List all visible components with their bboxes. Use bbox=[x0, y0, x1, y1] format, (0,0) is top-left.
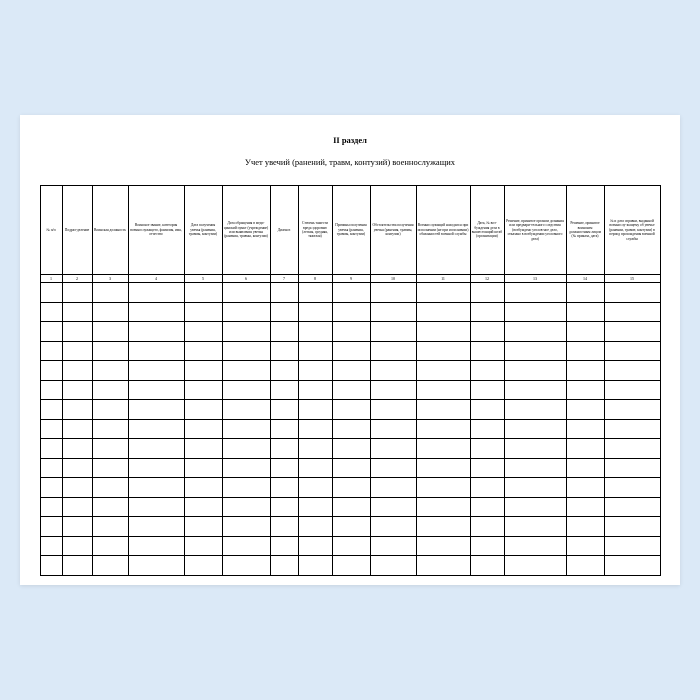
table-cell[interactable] bbox=[604, 517, 660, 537]
table-cell[interactable] bbox=[270, 497, 298, 517]
table-cell[interactable] bbox=[92, 556, 128, 576]
table-cell[interactable] bbox=[270, 361, 298, 381]
table-cell[interactable] bbox=[504, 517, 566, 537]
column-header-12 bbox=[470, 186, 504, 275]
table-cell[interactable] bbox=[504, 556, 566, 576]
column-number: 12 bbox=[470, 275, 504, 283]
table-cell[interactable] bbox=[62, 497, 92, 517]
table-cell[interactable] bbox=[184, 419, 222, 439]
table-cell[interactable] bbox=[298, 419, 332, 439]
table-cell[interactable] bbox=[370, 400, 416, 420]
table-cell[interactable] bbox=[416, 556, 470, 576]
table-cell[interactable] bbox=[270, 478, 298, 498]
table-cell[interactable] bbox=[470, 380, 504, 400]
column-number: 11 bbox=[416, 275, 470, 283]
table-cell[interactable] bbox=[40, 478, 62, 498]
document-page bbox=[20, 115, 680, 585]
table-cell[interactable] bbox=[40, 341, 62, 361]
table-cell[interactable] bbox=[298, 497, 332, 517]
column-header-1 bbox=[40, 186, 62, 275]
table-cell[interactable] bbox=[128, 400, 184, 420]
table-cell[interactable] bbox=[184, 341, 222, 361]
table-cell[interactable] bbox=[222, 361, 270, 381]
table-cell[interactable] bbox=[370, 322, 416, 342]
table-cell[interactable] bbox=[332, 341, 370, 361]
column-number: 6 bbox=[222, 275, 270, 283]
table-cell[interactable] bbox=[504, 497, 566, 517]
column-header-5 bbox=[184, 186, 222, 275]
table-cell[interactable] bbox=[92, 439, 128, 459]
table-cell[interactable] bbox=[566, 400, 604, 420]
table-row[interactable] bbox=[40, 341, 660, 361]
table-cell[interactable] bbox=[604, 302, 660, 322]
table-cell[interactable] bbox=[184, 361, 222, 381]
table-cell[interactable] bbox=[470, 458, 504, 478]
table-cell[interactable] bbox=[332, 302, 370, 322]
table-cell[interactable] bbox=[184, 536, 222, 556]
table-cell[interactable] bbox=[184, 497, 222, 517]
column-header-label: Воинская должность bbox=[94, 227, 126, 232]
column-header-label: № п/п bbox=[46, 227, 56, 232]
table-cell[interactable] bbox=[128, 361, 184, 381]
column-header-label: Обстоятельства получения увечья (ранения, травмы, контузии) bbox=[372, 223, 414, 237]
column-header-14 bbox=[566, 186, 604, 275]
table-cell[interactable] bbox=[470, 536, 504, 556]
table-cell[interactable] bbox=[40, 419, 62, 439]
table-cell[interactable] bbox=[62, 283, 92, 303]
table-cell[interactable] bbox=[298, 517, 332, 537]
table-cell[interactable] bbox=[222, 536, 270, 556]
table-cell[interactable] bbox=[184, 478, 222, 498]
table-cell[interactable] bbox=[270, 322, 298, 342]
table-cell[interactable] bbox=[504, 439, 566, 459]
table-cell[interactable] bbox=[504, 302, 566, 322]
table-cell[interactable] bbox=[604, 283, 660, 303]
registry-table bbox=[40, 185, 661, 576]
table-row[interactable] bbox=[40, 380, 660, 400]
table-cell[interactable] bbox=[128, 322, 184, 342]
table-cell[interactable] bbox=[222, 478, 270, 498]
column-number: 7 bbox=[270, 275, 298, 283]
table-cell[interactable] bbox=[128, 341, 184, 361]
table-cell[interactable] bbox=[62, 478, 92, 498]
table-cell[interactable] bbox=[270, 380, 298, 400]
table-row[interactable] bbox=[40, 458, 660, 478]
table-cell[interactable] bbox=[92, 536, 128, 556]
table-cell[interactable] bbox=[62, 380, 92, 400]
table-cell[interactable] bbox=[416, 458, 470, 478]
table-cell[interactable] bbox=[416, 283, 470, 303]
table-cell[interactable] bbox=[92, 380, 128, 400]
table-cell[interactable] bbox=[504, 400, 566, 420]
table-cell[interactable] bbox=[604, 536, 660, 556]
column-header-label: Причины получения увечья (ранения, травмы, контузии) bbox=[335, 223, 367, 237]
table-cell[interactable] bbox=[566, 556, 604, 576]
table-cell[interactable] bbox=[62, 341, 92, 361]
page-subtitle: Учет увечий (ранений, травм, контузий) военнослужащих bbox=[244, 157, 456, 167]
table-row[interactable] bbox=[40, 536, 660, 556]
table-cell[interactable] bbox=[270, 439, 298, 459]
column-header-label: Решение, принятое органом дознания или предвари-тельного следствия (возбуждено уголов-ное дело, отказано в возбуждении уголовного дела) bbox=[506, 218, 564, 241]
table-cell[interactable] bbox=[332, 439, 370, 459]
table-cell[interactable] bbox=[370, 439, 416, 459]
table-cell[interactable] bbox=[604, 400, 660, 420]
column-header-label: Воинское звание, категория военнослужащего, фамилия, имя, отчество bbox=[130, 223, 182, 237]
table-row[interactable] bbox=[40, 556, 660, 576]
table-cell[interactable] bbox=[270, 341, 298, 361]
table-cell[interactable] bbox=[92, 361, 128, 381]
table-cell[interactable] bbox=[604, 439, 660, 459]
table-cell[interactable] bbox=[370, 419, 416, 439]
table-cell[interactable] bbox=[566, 536, 604, 556]
column-number: 8 bbox=[298, 275, 332, 283]
table-cell[interactable] bbox=[40, 380, 62, 400]
column-header-label: № и дата справки, выданной военнослу-жащему об увечье (ранении, травме, контузии) в период прохождения военной службы bbox=[609, 218, 655, 241]
table-cell[interactable] bbox=[184, 439, 222, 459]
column-header-label: Дата, № воз-буждения дела в вышестоящий штаб (организации) bbox=[471, 221, 503, 239]
table-cell[interactable] bbox=[370, 517, 416, 537]
table-cell[interactable] bbox=[416, 517, 470, 537]
table-cell[interactable] bbox=[298, 478, 332, 498]
table-cell[interactable] bbox=[470, 283, 504, 303]
column-header-label: Дата получения увечья (ранения, травмы, контузии) bbox=[188, 223, 218, 237]
table-cell[interactable] bbox=[92, 458, 128, 478]
table-cell[interactable] bbox=[184, 322, 222, 342]
table-cell[interactable] bbox=[604, 322, 660, 342]
table-cell[interactable] bbox=[416, 439, 470, 459]
table-cell[interactable] bbox=[222, 380, 270, 400]
table-cell[interactable] bbox=[470, 341, 504, 361]
table-body bbox=[40, 283, 660, 576]
table-cell[interactable] bbox=[566, 302, 604, 322]
table-cell[interactable] bbox=[62, 536, 92, 556]
table-cell[interactable] bbox=[184, 517, 222, 537]
table-cell[interactable] bbox=[298, 341, 332, 361]
column-header-8 bbox=[298, 186, 332, 275]
table-cell[interactable] bbox=[470, 517, 504, 537]
table-cell[interactable] bbox=[566, 478, 604, 498]
table-cell[interactable] bbox=[504, 361, 566, 381]
table-cell[interactable] bbox=[604, 458, 660, 478]
table-cell[interactable] bbox=[222, 283, 270, 303]
table-cell[interactable] bbox=[222, 400, 270, 420]
column-number: 9 bbox=[332, 275, 370, 283]
table-cell[interactable] bbox=[128, 458, 184, 478]
column-number: 4 bbox=[128, 275, 184, 283]
table-cell[interactable] bbox=[332, 497, 370, 517]
table-cell[interactable] bbox=[370, 536, 416, 556]
table-cell[interactable] bbox=[62, 361, 92, 381]
table-cell[interactable] bbox=[128, 517, 184, 537]
table-cell[interactable] bbox=[270, 419, 298, 439]
table-cell[interactable] bbox=[332, 458, 370, 478]
table-cell[interactable] bbox=[604, 341, 660, 361]
table-cell[interactable] bbox=[184, 283, 222, 303]
table-cell[interactable] bbox=[298, 439, 332, 459]
table-row[interactable] bbox=[40, 439, 660, 459]
table-cell[interactable] bbox=[332, 322, 370, 342]
table-cell[interactable] bbox=[270, 302, 298, 322]
table-cell[interactable] bbox=[128, 497, 184, 517]
table-cell[interactable] bbox=[416, 380, 470, 400]
table-cell[interactable] bbox=[370, 380, 416, 400]
table-cell[interactable] bbox=[62, 556, 92, 576]
table-cell[interactable] bbox=[332, 283, 370, 303]
table-cell[interactable] bbox=[566, 380, 604, 400]
column-header-label: Решение, принятое воинским должностным лицом (№ приказа, дата) bbox=[569, 221, 601, 239]
table-cell[interactable] bbox=[566, 341, 604, 361]
table-cell[interactable] bbox=[298, 322, 332, 342]
table-cell[interactable] bbox=[270, 536, 298, 556]
table-cell[interactable] bbox=[40, 556, 62, 576]
table-cell[interactable] bbox=[40, 497, 62, 517]
column-header-label: Диагноз bbox=[277, 227, 291, 232]
table-cell[interactable] bbox=[566, 322, 604, 342]
table-cell[interactable] bbox=[40, 439, 62, 459]
table-cell[interactable] bbox=[416, 536, 470, 556]
table-cell[interactable] bbox=[370, 556, 416, 576]
table-cell[interactable] bbox=[298, 458, 332, 478]
column-header-11 bbox=[416, 186, 470, 275]
column-number: 13 bbox=[504, 275, 566, 283]
column-header-13 bbox=[504, 186, 566, 275]
table-cell[interactable] bbox=[222, 497, 270, 517]
table-cell[interactable] bbox=[222, 556, 270, 576]
table-cell[interactable] bbox=[40, 322, 62, 342]
table-cell[interactable] bbox=[470, 322, 504, 342]
page-title: II раздел bbox=[333, 135, 367, 145]
table-cell[interactable] bbox=[128, 380, 184, 400]
table-cell[interactable] bbox=[332, 556, 370, 576]
column-header-9 bbox=[332, 186, 370, 275]
table-cell[interactable] bbox=[604, 380, 660, 400]
column-number: 3 bbox=[92, 275, 128, 283]
column-header-4 bbox=[128, 186, 184, 275]
table-cell[interactable] bbox=[504, 478, 566, 498]
table-cell[interactable] bbox=[92, 302, 128, 322]
table-cell[interactable] bbox=[40, 536, 62, 556]
table-cell[interactable] bbox=[470, 497, 504, 517]
column-header-3 bbox=[92, 186, 128, 275]
table-cell[interactable] bbox=[298, 302, 332, 322]
table-cell[interactable] bbox=[604, 419, 660, 439]
table-cell[interactable] bbox=[504, 341, 566, 361]
table-cell[interactable] bbox=[604, 497, 660, 517]
column-number: 15 bbox=[604, 275, 660, 283]
table-cell[interactable] bbox=[62, 322, 92, 342]
table-cell[interactable] bbox=[566, 517, 604, 537]
table-cell[interactable] bbox=[62, 458, 92, 478]
table-cell[interactable] bbox=[184, 458, 222, 478]
table-cell[interactable] bbox=[40, 517, 62, 537]
table-cell[interactable] bbox=[92, 517, 128, 537]
table-cell[interactable] bbox=[222, 302, 270, 322]
table-cell[interactable] bbox=[298, 400, 332, 420]
table-row[interactable] bbox=[40, 419, 660, 439]
table-cell[interactable] bbox=[604, 478, 660, 498]
table-cell[interactable] bbox=[92, 478, 128, 498]
table-cell[interactable] bbox=[416, 322, 470, 342]
table-cell[interactable] bbox=[566, 361, 604, 381]
table-row[interactable] bbox=[40, 361, 660, 381]
table-cell[interactable] bbox=[40, 400, 62, 420]
table-row[interactable] bbox=[40, 302, 660, 322]
table-cell[interactable] bbox=[92, 283, 128, 303]
table-cell[interactable] bbox=[370, 497, 416, 517]
table-cell[interactable] bbox=[222, 322, 270, 342]
table-cell[interactable] bbox=[128, 536, 184, 556]
table-cell[interactable] bbox=[92, 400, 128, 420]
table-cell[interactable] bbox=[470, 419, 504, 439]
table-cell[interactable] bbox=[270, 283, 298, 303]
table-cell[interactable] bbox=[298, 380, 332, 400]
table-cell[interactable] bbox=[298, 361, 332, 381]
table-cell[interactable] bbox=[370, 341, 416, 361]
column-header-label: Подраз-деление bbox=[64, 227, 90, 232]
table-cell[interactable] bbox=[504, 283, 566, 303]
column-number: 2 bbox=[62, 275, 92, 283]
table-cell[interactable] bbox=[566, 497, 604, 517]
table-cell[interactable] bbox=[298, 283, 332, 303]
table-cell[interactable] bbox=[566, 458, 604, 478]
table-row[interactable] bbox=[40, 497, 660, 517]
column-number: 1 bbox=[40, 275, 62, 283]
table-cell[interactable] bbox=[92, 419, 128, 439]
table-cell[interactable] bbox=[298, 536, 332, 556]
column-header-6 bbox=[222, 186, 270, 275]
column-header-label: Дата обращения в меди-цинский пункт (учреждение) или выявления увечья (ранения, травмы, контузии) bbox=[223, 221, 269, 239]
column-header-2 bbox=[62, 186, 92, 275]
table-cell[interactable] bbox=[62, 439, 92, 459]
table-cell[interactable] bbox=[470, 439, 504, 459]
table-cell[interactable] bbox=[222, 458, 270, 478]
table-cell[interactable] bbox=[62, 302, 92, 322]
table-cell[interactable] bbox=[92, 322, 128, 342]
column-header-label: Военнослужащий находился при исполнении (не при исполнении) обязанностей военной службы bbox=[417, 223, 469, 237]
table-cell[interactable] bbox=[222, 439, 270, 459]
column-number: 14 bbox=[566, 275, 604, 283]
table-cell[interactable] bbox=[332, 380, 370, 400]
column-number-row bbox=[40, 275, 660, 283]
table-cell[interactable] bbox=[370, 478, 416, 498]
table-cell[interactable] bbox=[40, 361, 62, 381]
table-cell[interactable] bbox=[270, 517, 298, 537]
table-cell[interactable] bbox=[504, 380, 566, 400]
table-cell[interactable] bbox=[40, 283, 62, 303]
table-cell[interactable] bbox=[40, 458, 62, 478]
table-cell[interactable] bbox=[470, 478, 504, 498]
table-cell[interactable] bbox=[92, 497, 128, 517]
table-cell[interactable] bbox=[184, 556, 222, 576]
table-cell[interactable] bbox=[416, 419, 470, 439]
table-cell[interactable] bbox=[332, 419, 370, 439]
table-cell[interactable] bbox=[332, 361, 370, 381]
table-cell[interactable] bbox=[566, 439, 604, 459]
table-cell[interactable] bbox=[62, 400, 92, 420]
table-cell[interactable] bbox=[128, 478, 184, 498]
table-cell[interactable] bbox=[270, 556, 298, 576]
table-cell[interactable] bbox=[128, 283, 184, 303]
table-cell[interactable] bbox=[416, 400, 470, 420]
table-cell[interactable] bbox=[370, 458, 416, 478]
table-cell[interactable] bbox=[332, 478, 370, 498]
table-cell[interactable] bbox=[604, 556, 660, 576]
table-cell[interactable] bbox=[184, 380, 222, 400]
table-cell[interactable] bbox=[566, 419, 604, 439]
table-cell[interactable] bbox=[92, 341, 128, 361]
table-cell[interactable] bbox=[370, 361, 416, 381]
table-cell[interactable] bbox=[128, 302, 184, 322]
table-cell[interactable] bbox=[504, 322, 566, 342]
column-number: 5 bbox=[184, 275, 222, 283]
table-cell[interactable] bbox=[416, 302, 470, 322]
column-header-label: Степень тяжести вреда здоровью (легкая, средняя, тяжелая) bbox=[302, 221, 328, 239]
table-cell[interactable] bbox=[128, 419, 184, 439]
table-row[interactable] bbox=[40, 517, 660, 537]
table-header-row bbox=[40, 186, 660, 275]
table-cell[interactable] bbox=[370, 283, 416, 303]
table-cell[interactable] bbox=[416, 478, 470, 498]
table-row[interactable] bbox=[40, 400, 660, 420]
table-cell[interactable] bbox=[370, 302, 416, 322]
table-cell[interactable] bbox=[184, 302, 222, 322]
table-cell[interactable] bbox=[222, 341, 270, 361]
table-cell[interactable] bbox=[270, 458, 298, 478]
table-cell[interactable] bbox=[470, 400, 504, 420]
table-cell[interactable] bbox=[298, 556, 332, 576]
table-cell[interactable] bbox=[40, 302, 62, 322]
table-cell[interactable] bbox=[332, 536, 370, 556]
column-header-15 bbox=[604, 186, 660, 275]
table-cell[interactable] bbox=[222, 517, 270, 537]
table-row[interactable] bbox=[40, 322, 660, 342]
table-row[interactable] bbox=[40, 283, 660, 303]
table-cell[interactable] bbox=[416, 341, 470, 361]
table-cell[interactable] bbox=[184, 400, 222, 420]
table-cell[interactable] bbox=[470, 361, 504, 381]
table-cell[interactable] bbox=[604, 361, 660, 381]
table-cell[interactable] bbox=[128, 556, 184, 576]
table-cell[interactable] bbox=[470, 302, 504, 322]
table-cell[interactable] bbox=[416, 497, 470, 517]
table-cell[interactable] bbox=[62, 419, 92, 439]
table-cell[interactable] bbox=[504, 536, 566, 556]
table-cell[interactable] bbox=[416, 361, 470, 381]
table-cell[interactable] bbox=[270, 400, 298, 420]
table-cell[interactable] bbox=[222, 419, 270, 439]
table-cell[interactable] bbox=[332, 400, 370, 420]
column-number: 10 bbox=[370, 275, 416, 283]
table-cell[interactable] bbox=[504, 458, 566, 478]
column-header-7 bbox=[270, 186, 298, 275]
table-cell[interactable] bbox=[62, 517, 92, 537]
table-cell[interactable] bbox=[504, 419, 566, 439]
column-header-10 bbox=[370, 186, 416, 275]
table-cell[interactable] bbox=[566, 283, 604, 303]
table-row[interactable] bbox=[40, 478, 660, 498]
table-cell[interactable] bbox=[128, 439, 184, 459]
table-cell[interactable] bbox=[470, 556, 504, 576]
table-cell[interactable] bbox=[332, 517, 370, 537]
